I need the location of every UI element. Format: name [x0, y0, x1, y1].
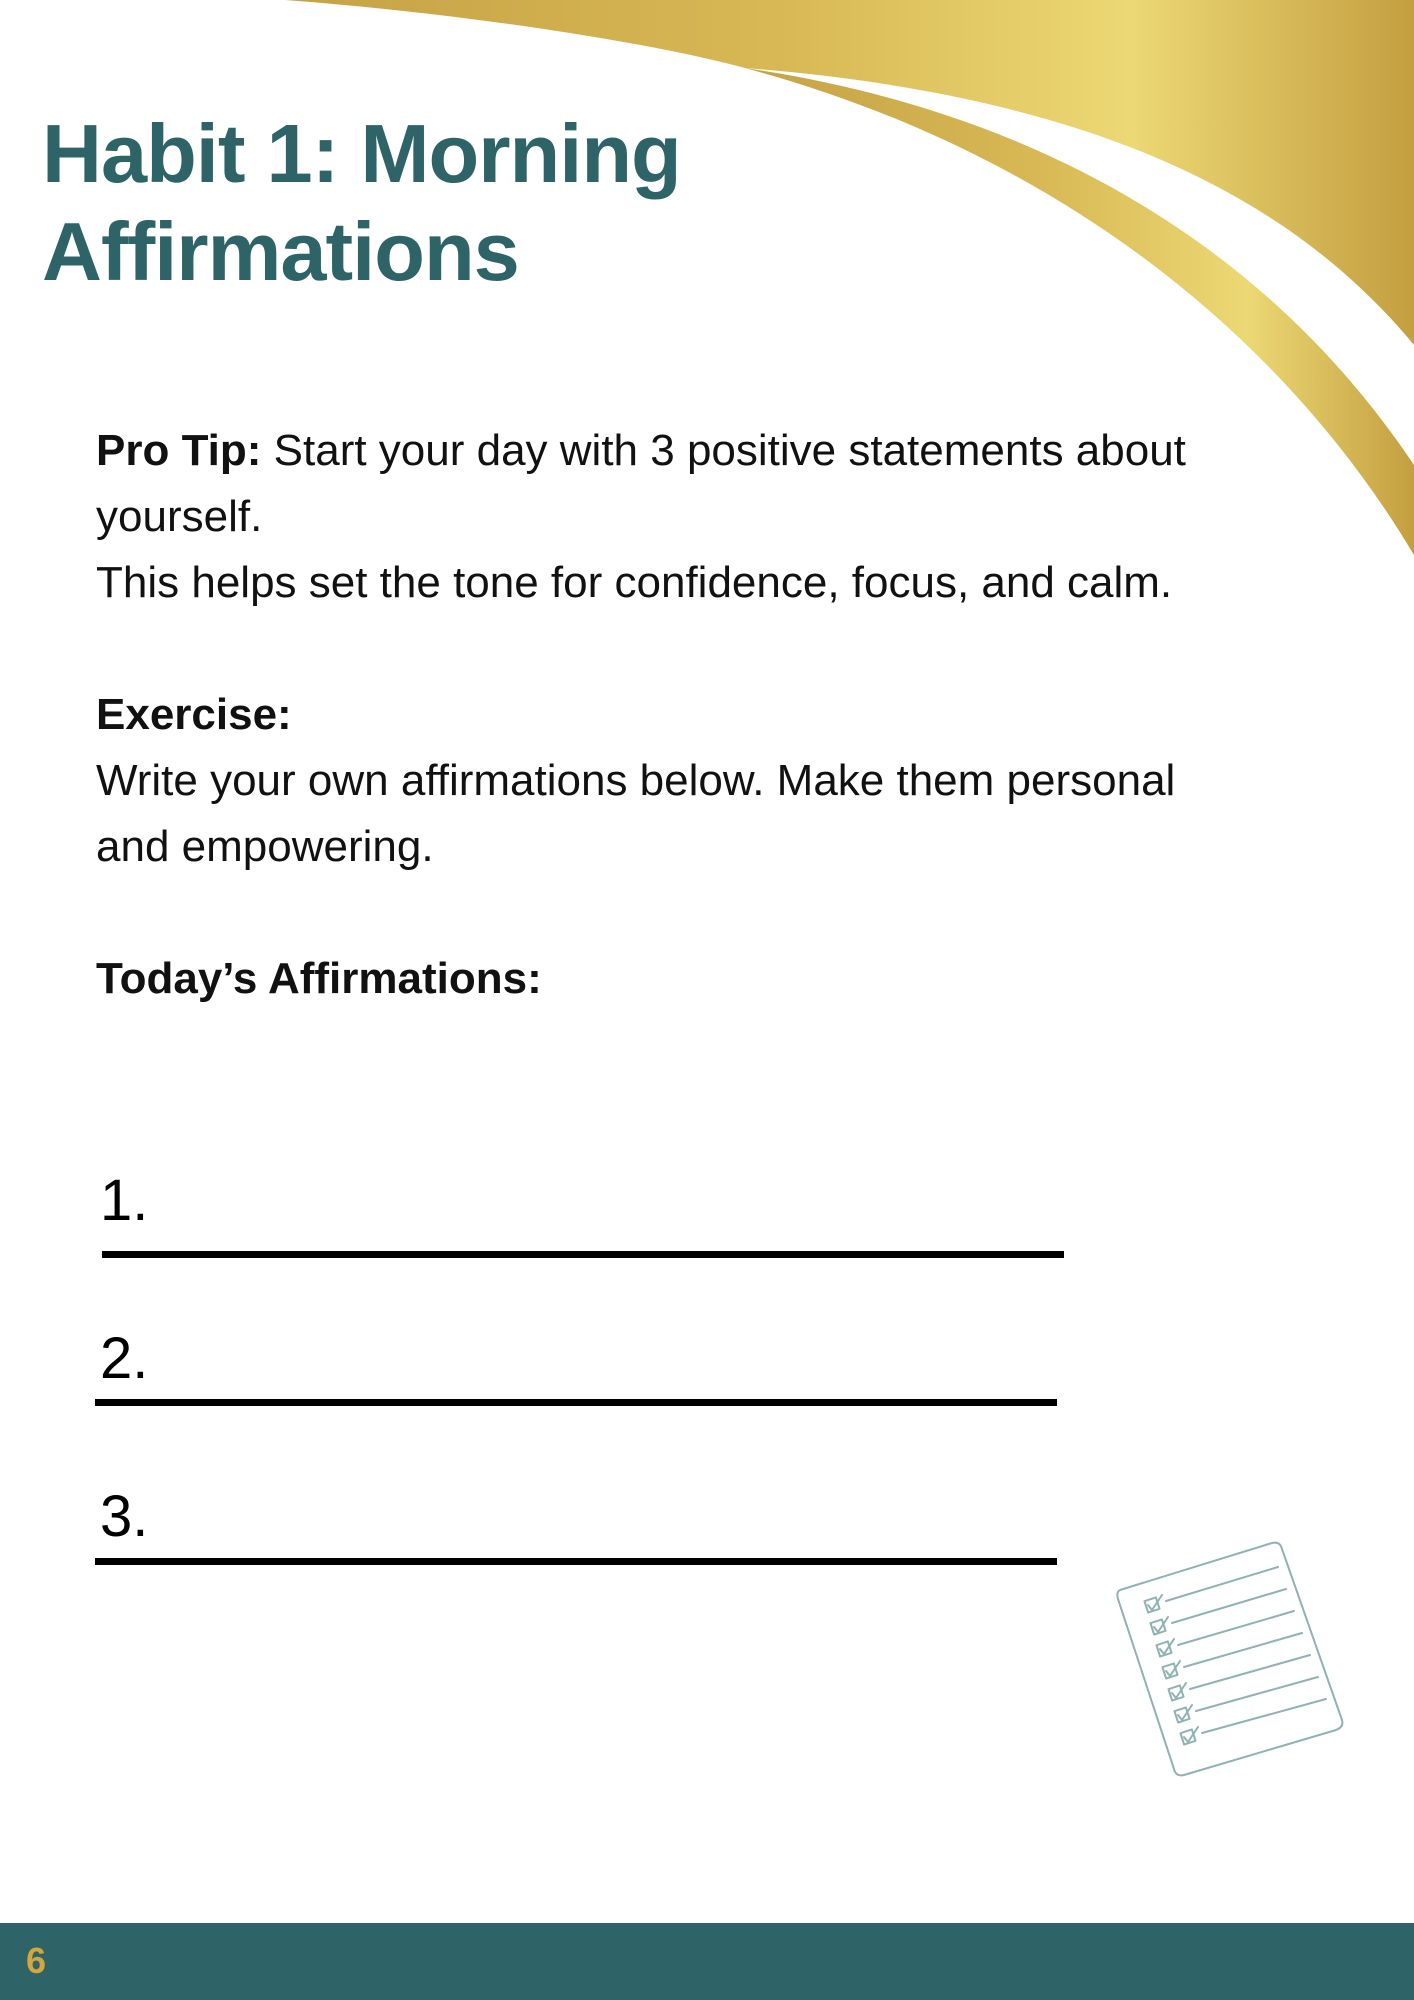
page-number: 6	[26, 1940, 47, 1981]
affirmation-number: 3.	[100, 1484, 149, 1549]
affirmation-write-line[interactable]	[95, 1558, 1057, 1565]
affirmations-heading: Today’s Affirmations:	[96, 954, 542, 1003]
affirmation-number: 1.	[100, 1168, 149, 1233]
pro-tip-text: Start your day with 3 positive statements about yourself.	[96, 426, 1186, 541]
page-title	[42, 105, 681, 301]
title-line-1: Habit 1: Morning	[42, 107, 681, 200]
pro-tip-followup: This helps set the tone for confidence, focus, and calm.	[96, 558, 1173, 607]
footer-bar	[0, 1923, 1414, 2000]
affirmation-write-line[interactable]	[95, 1399, 1057, 1406]
exercise-text: Write your own affirmations below. Make them personal and empowering.	[96, 756, 1176, 871]
pro-tip-label: Pro Tip:	[96, 426, 262, 475]
content-body	[96, 418, 1246, 1012]
title-line-2: Affirmations	[42, 205, 519, 298]
affirmation-number: 2.	[100, 1326, 149, 1391]
affirmation-write-line[interactable]	[102, 1251, 1064, 1258]
pro-tip-paragraph	[96, 418, 1246, 550]
exercise-label: Exercise:	[96, 690, 292, 739]
checklist-icon	[1110, 1535, 1350, 1785]
